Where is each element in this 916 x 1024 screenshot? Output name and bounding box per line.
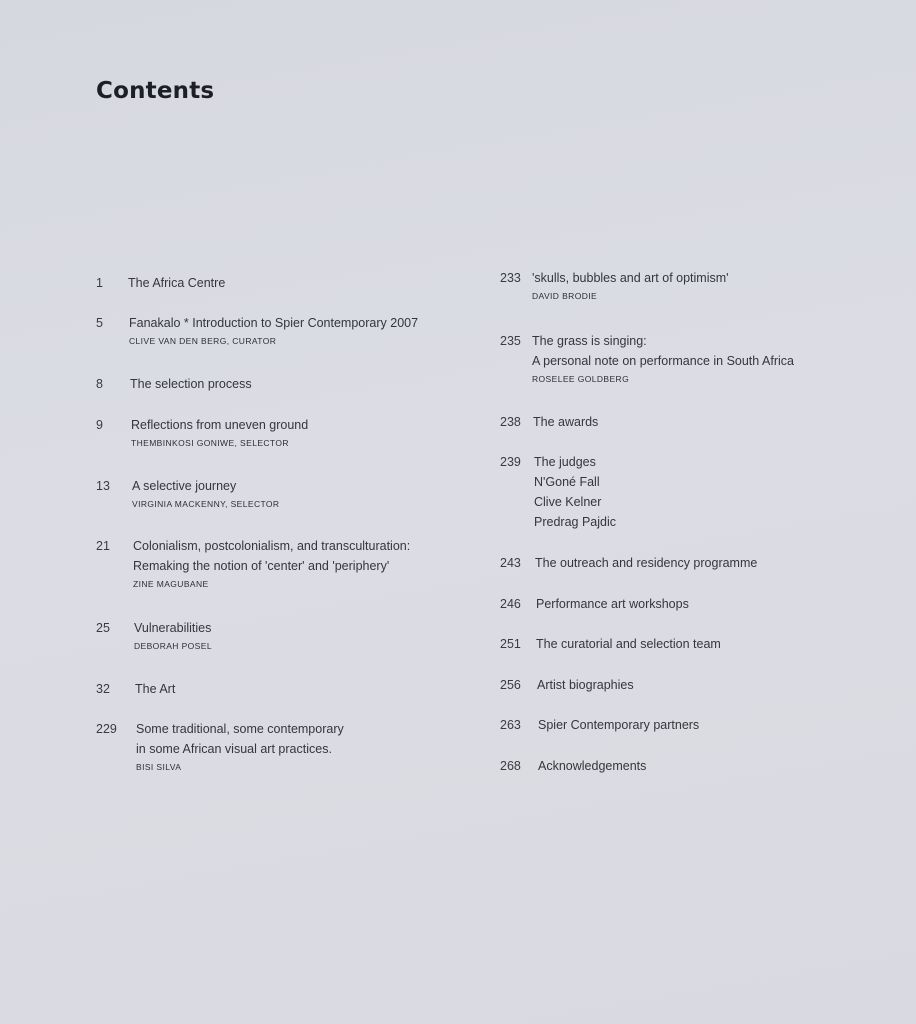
toc-entry-body [535, 553, 757, 573]
toc-entry-body [532, 268, 729, 301]
toc-page-number: 9 [96, 418, 103, 432]
toc-entry-title: The curatorial and selection team [536, 637, 721, 651]
toc-entry-body [131, 415, 308, 448]
toc-entry-title: The grass is singing: [532, 334, 647, 348]
toc-entry-body [536, 634, 721, 654]
toc-entry-author: VIRGINIA MACKENNY, SELECTOR [132, 499, 280, 509]
toc-entry-title: The Art [135, 682, 176, 696]
toc-entry-title: Acknowledgements [538, 759, 647, 773]
toc-entry-title: Performance art workshops [536, 597, 689, 611]
toc-entry-title: Colonialism, postcolonialism, and transculturation: [133, 539, 411, 553]
toc-page-number: 32 [96, 682, 110, 696]
toc-entry-title: A selective journey [132, 479, 237, 493]
toc-entry-title: 'skulls, bubbles and art of optimism' [532, 271, 729, 285]
toc-entry-body [538, 715, 699, 735]
toc-entry-body [134, 618, 212, 651]
toc-page-number: 251 [500, 637, 521, 651]
toc-page-number: 1 [96, 276, 103, 290]
toc-page-number: 256 [500, 678, 521, 692]
toc-entry-body [533, 412, 598, 432]
toc-entry-title: The Africa Centre [128, 276, 226, 290]
toc-entry-title: The outreach and residency programme [535, 556, 758, 570]
toc-entry-title: Clive Kelner [534, 495, 602, 509]
toc-entry-author: THEMBINKOSI GONIWE, SELECTOR [131, 438, 289, 448]
toc-entry-title: Remaking the notion of 'center' and 'periphery' [133, 559, 390, 573]
toc-entry-title: Some traditional, some contemporary [136, 722, 344, 736]
toc-entry-title: Predrag Pajdic [534, 515, 616, 529]
toc-entry-title: The judges [534, 455, 596, 469]
toc-entry-title: Artist biographies [537, 678, 634, 692]
toc-entry-title: The awards [533, 415, 599, 429]
toc-entry-body [130, 374, 252, 394]
toc-entry-body [136, 719, 344, 772]
toc-entry-body [537, 675, 634, 695]
toc-entry-author: CLIVE VAN DEN BERG, CURATOR [129, 336, 277, 346]
toc-entry-author: DAVID BRODIE [532, 291, 598, 301]
toc-page-number: 21 [96, 539, 110, 553]
toc-entry-author: DEBORAH POSEL [134, 641, 212, 651]
toc-entry-title: Fanakalo * Introduction to Spier Contemporary 2007 [129, 316, 419, 330]
toc-entry-title: A personal note on performance in South Africa [532, 354, 794, 368]
toc-entry-body [536, 594, 689, 614]
toc-entry-body [135, 679, 175, 699]
toc-entry-title: Spier Contemporary partners [538, 718, 700, 732]
toc-entry-title: N'Goné Fall [534, 475, 600, 489]
toc-page-number: 13 [96, 479, 110, 493]
toc-entry-author: BISI SILVA [136, 762, 182, 772]
toc-entry-body [129, 313, 418, 346]
toc-entry-body [538, 756, 646, 776]
toc-page-number: 229 [96, 722, 117, 736]
toc-entry-title: Vulnerabilities [134, 621, 212, 635]
toc-page-number: 233 [500, 271, 521, 285]
toc-page-number: 25 [96, 621, 110, 635]
toc-entry-author: ROSELEE GOLDBERG [532, 374, 630, 384]
toc-entry-author: ZINE MAGUBANE [133, 579, 209, 589]
toc-page-number: 246 [500, 597, 521, 611]
toc-entry-body [132, 476, 279, 509]
toc-page-number: 268 [500, 759, 521, 773]
toc-page-number: 239 [500, 455, 521, 469]
toc-entry-body [133, 536, 410, 589]
toc-page-number: 238 [500, 415, 521, 429]
toc-page-number: 263 [500, 718, 521, 732]
toc-entry-body [534, 452, 616, 532]
toc-entry-body [128, 273, 225, 293]
toc-entry-body [532, 331, 794, 384]
toc-page-number: 235 [500, 334, 521, 348]
page-title: Contents [96, 78, 215, 104]
toc-page-number: 5 [96, 316, 103, 330]
toc-page-number: 8 [96, 377, 103, 391]
toc-entry-title: in some African visual art practices. [136, 742, 332, 756]
toc-entry-title: Reflections from uneven ground [131, 418, 309, 432]
toc-page-number: 243 [500, 556, 521, 570]
toc-entry-title: The selection process [130, 377, 252, 391]
